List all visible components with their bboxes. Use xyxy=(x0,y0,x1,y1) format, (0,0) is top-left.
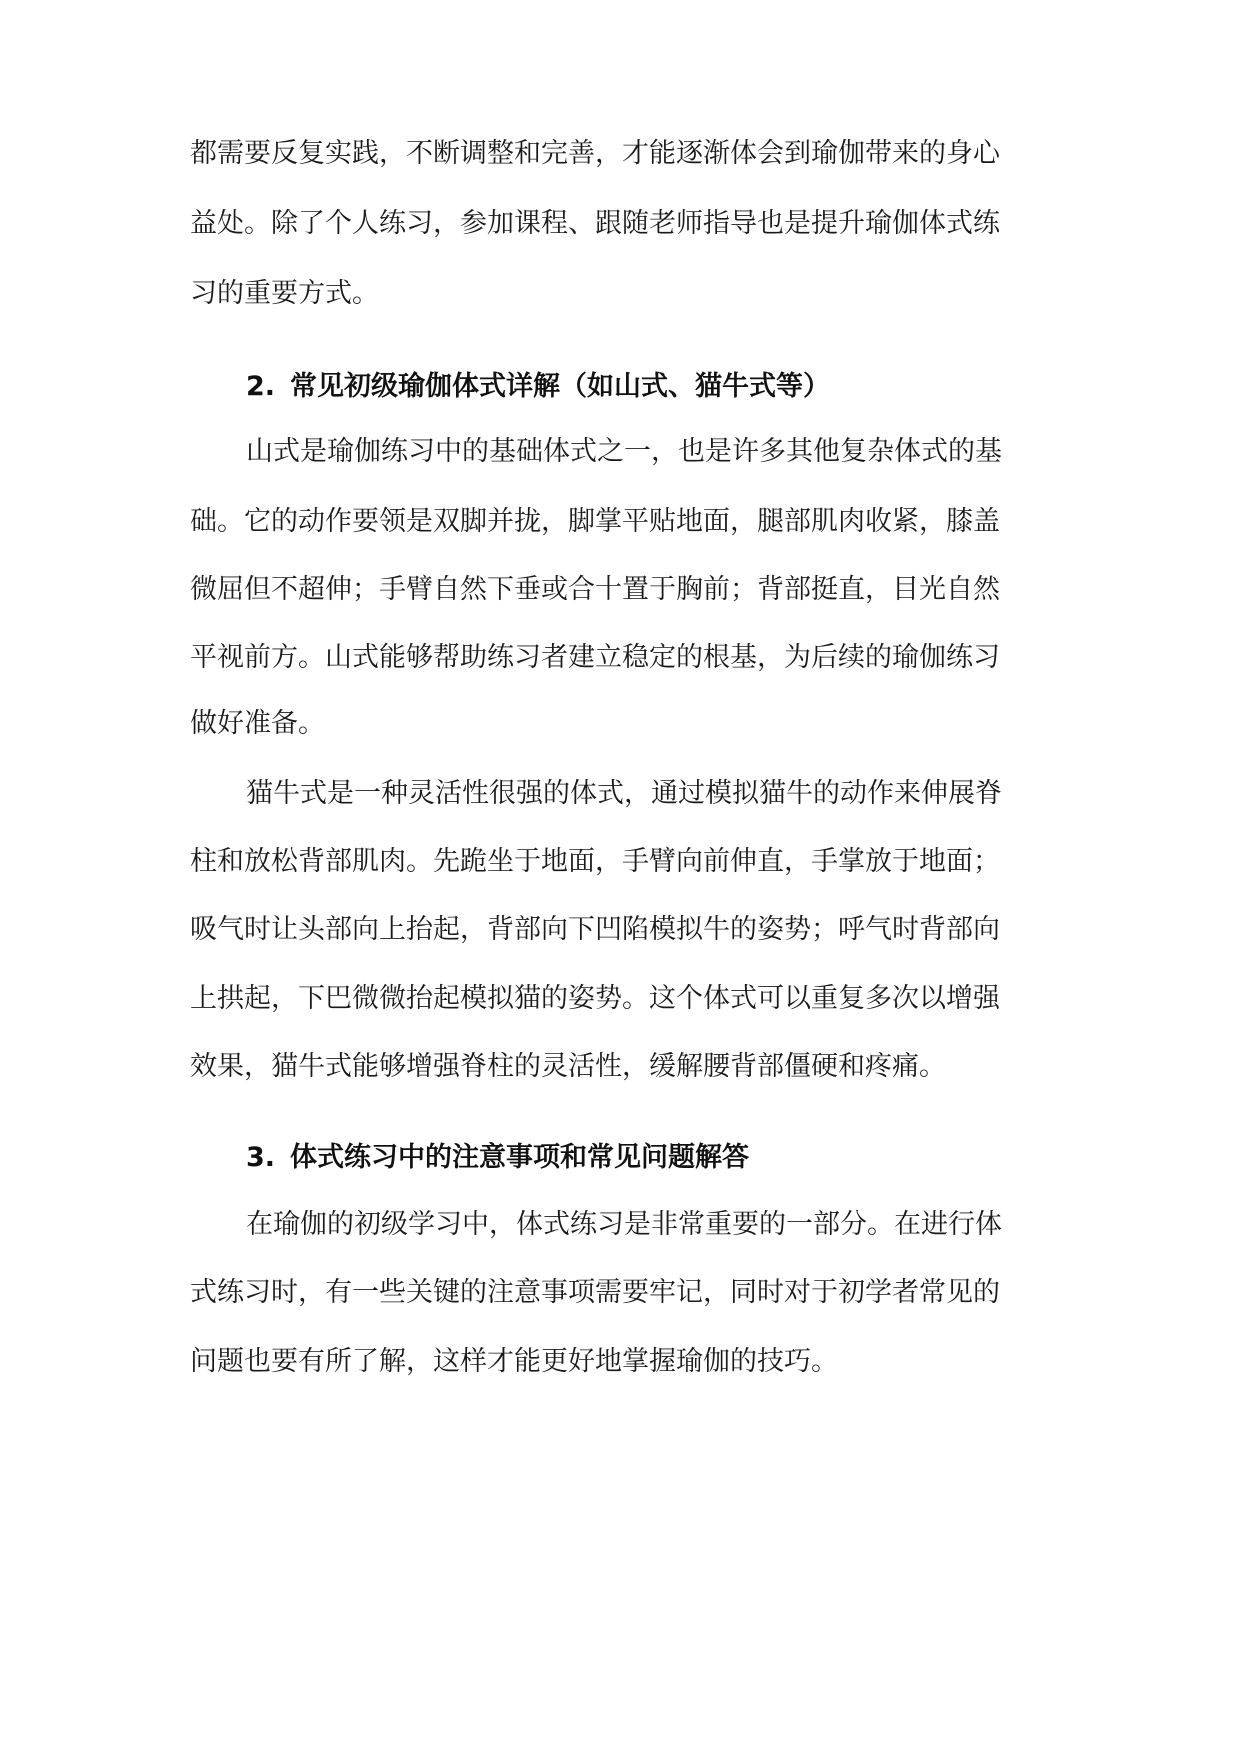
paragraph-line: 吸气时让头部向上抬起，背部向下凹陷模拟牛的姿势；呼气时背部向 xyxy=(190,914,1000,945)
paragraph-line: 微屈但不超伸；手臂自然下垂或合十置于胸前；背部挺直，目光自然 xyxy=(190,574,1000,605)
paragraph-line: 习的重要方式。 xyxy=(190,278,379,309)
paragraph-line: 在瑜伽的初级学习中，体式练习是非常重要的一部分。在进行体 xyxy=(246,1209,1002,1240)
paragraph-line: 效果，猫牛式能够增强脊柱的灵活性，缓解腰背部僵硬和疼痛。 xyxy=(190,1051,946,1082)
section-title: 常见初级瑜伽体式详解（如山式、猫牛式等） xyxy=(290,371,830,402)
paragraph-line: 式练习时，有一些关键的注意事项需要牢记，同时对于初学者常见的 xyxy=(190,1277,1000,1308)
paragraph-line: 猫牛式是一种灵活性很强的体式，通过模拟猫牛的动作来伸展脊 xyxy=(246,778,1002,809)
paragraph-line: 础。它的动作要领是双脚并拢，脚掌平贴地面，腿部肌肉收紧，膝盖 xyxy=(190,506,1000,537)
paragraph-line: 做好准备。 xyxy=(190,708,325,739)
paragraph-line: 问题也要有所了解，这样才能更好地掌握瑜伽的技巧。 xyxy=(190,1346,838,1377)
paragraph-line: 平视前方。山式能够帮助练习者建立稳定的根基，为后续的瑜伽练习 xyxy=(190,642,1000,673)
paragraph-line: 益处。除了个人练习，参加课程、跟随老师指导也是提升瑜伽体式练 xyxy=(190,208,1000,239)
section-title: 体式练习中的注意事项和常见问题解答 xyxy=(290,1142,749,1173)
section-number: 3. xyxy=(246,1142,276,1173)
section-heading-2 xyxy=(246,369,830,405)
section-number: 2. xyxy=(246,371,276,402)
section-heading-3 xyxy=(246,1140,749,1176)
paragraph-line: 都需要反复实践，不断调整和完善，才能逐渐体会到瑜伽带来的身心 xyxy=(190,138,1000,169)
paragraph-line: 柱和放松背部肌肉。先跪坐于地面，手臂向前伸直，手掌放于地面； xyxy=(190,846,1000,877)
paragraph-line: 山式是瑜伽练习中的基础体式之一，也是许多其他复杂体式的基 xyxy=(246,436,1002,467)
paragraph-line: 上拱起，下巴微微抬起模拟猫的姿势。这个体式可以重复多次以增强 xyxy=(190,983,1000,1014)
